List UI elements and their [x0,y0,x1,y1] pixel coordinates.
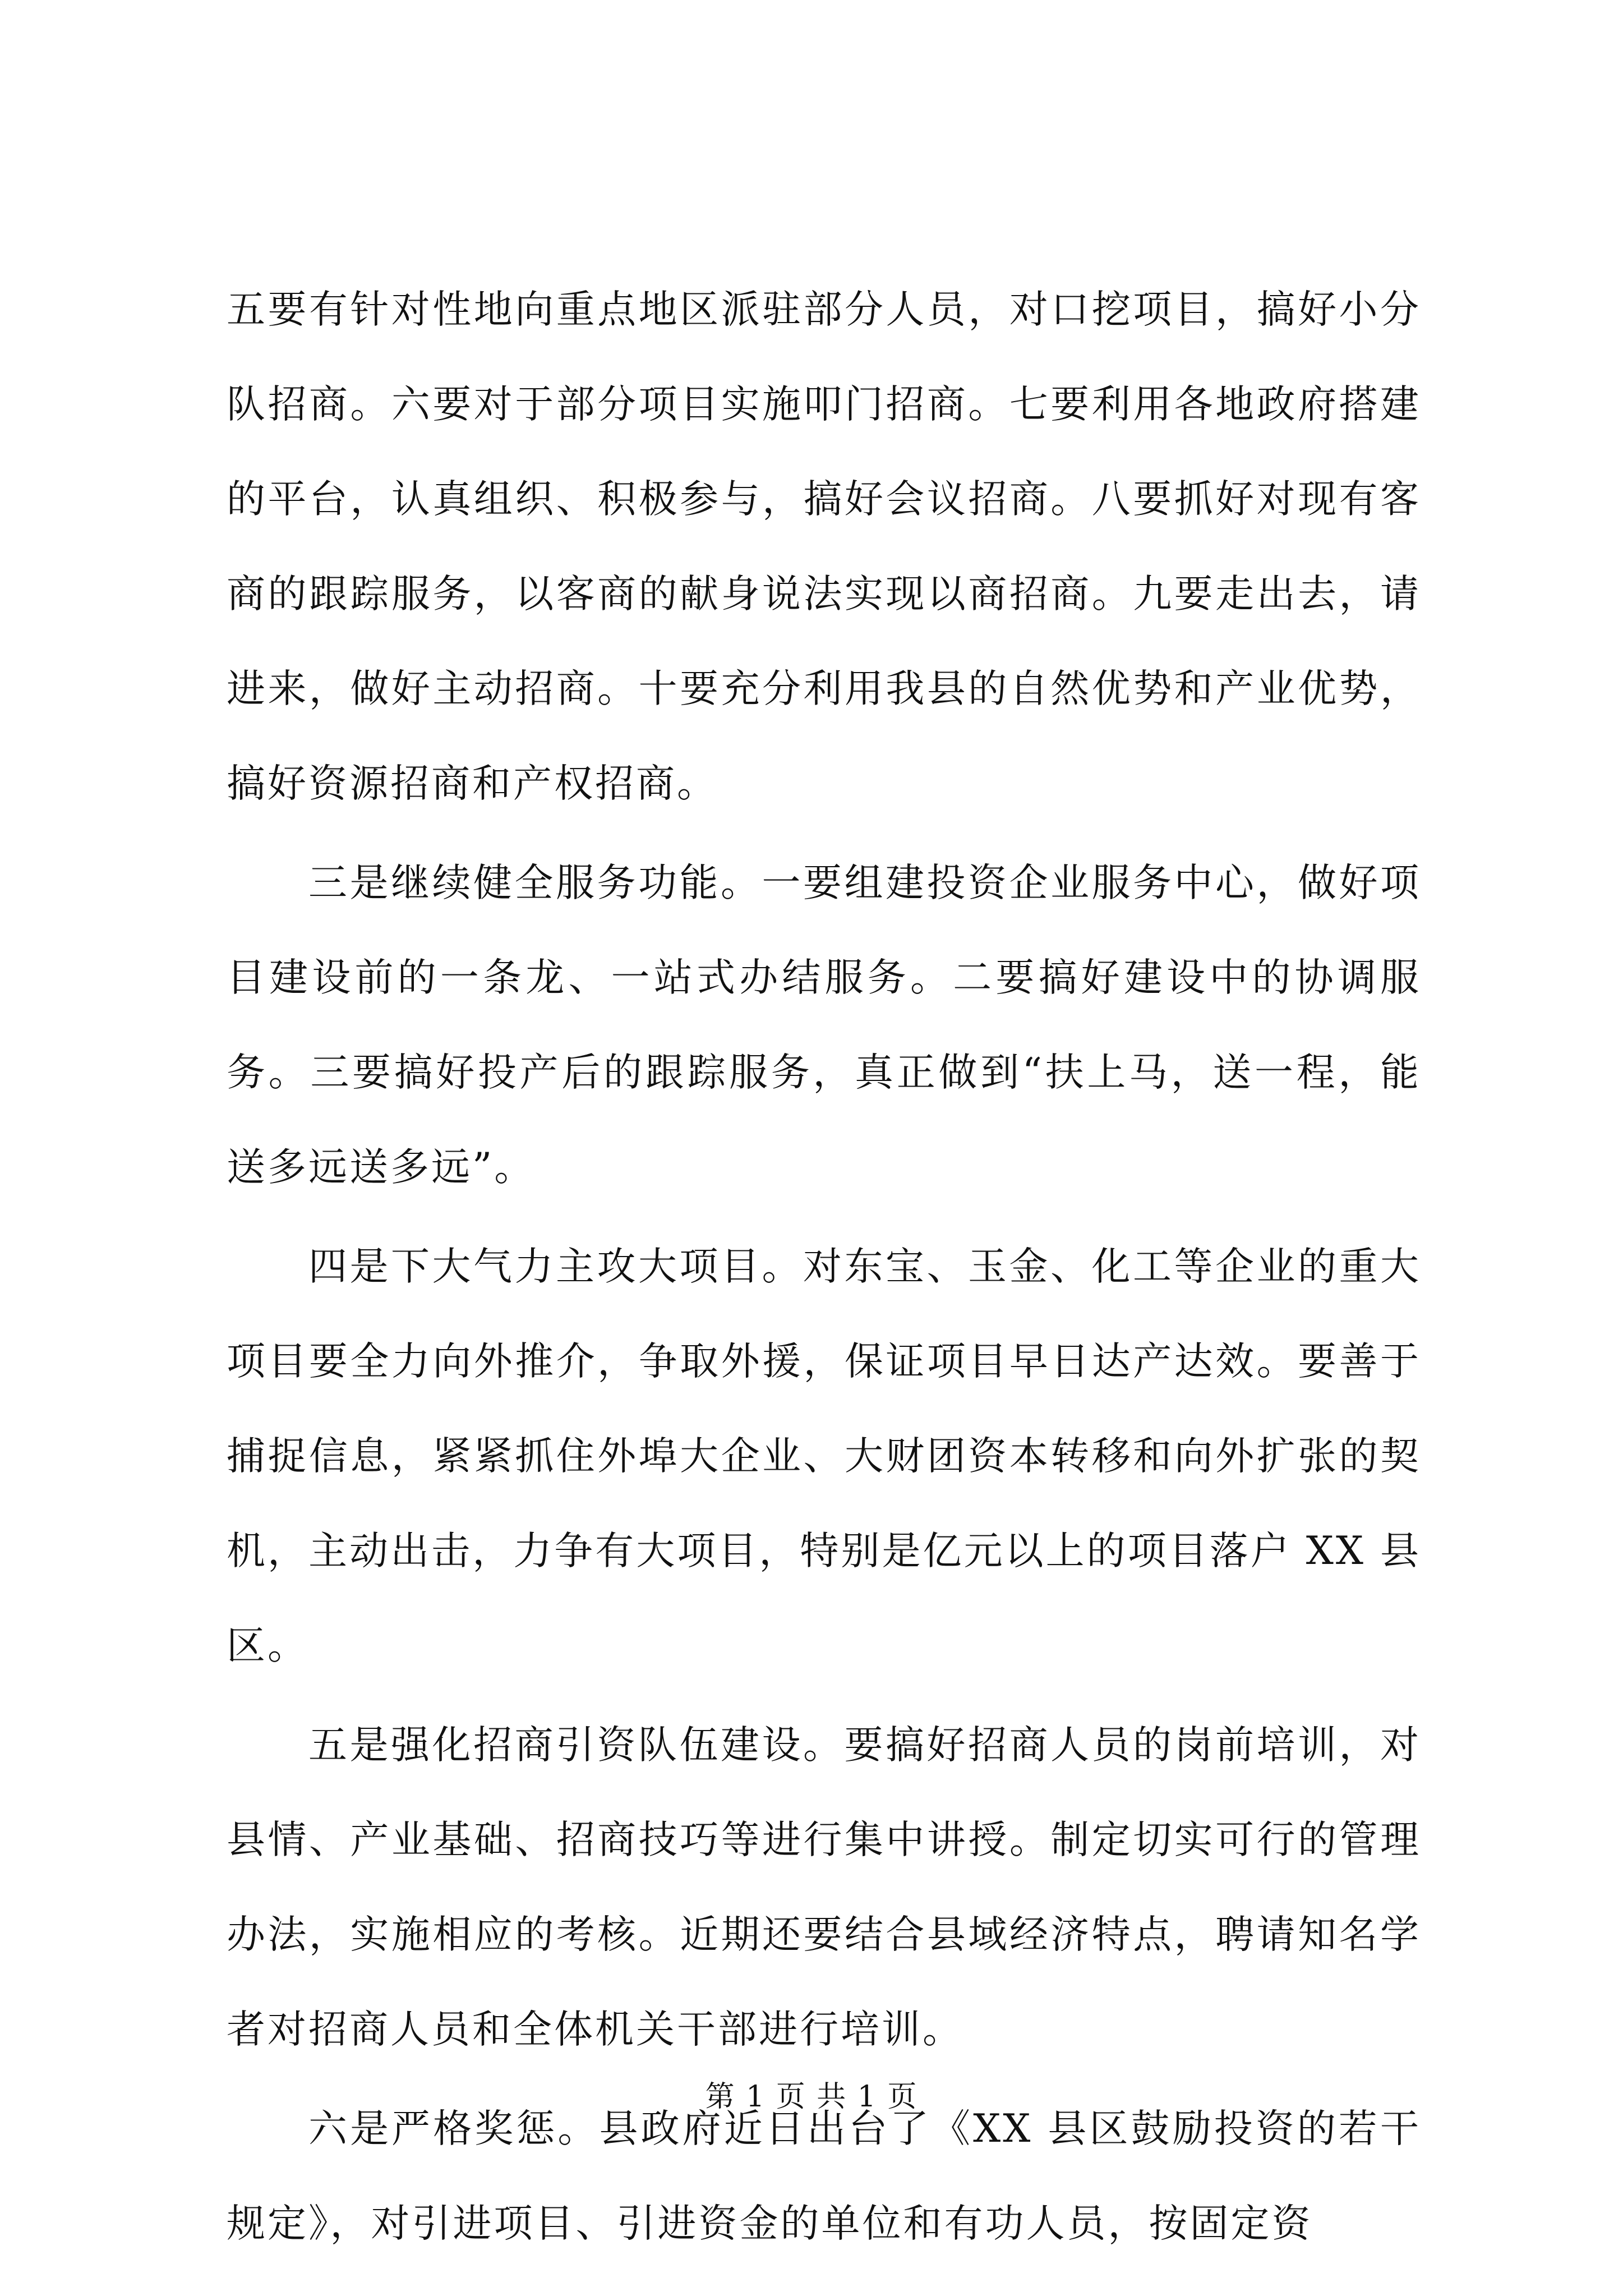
paragraph-1: 五要有针对性地向重点地区派驻部分人员，对口挖项目，搞好小分队招商。六要对于部分项目实施叩门招商。七要利用各地政府搭建的平台，认真组织、积极参与，搞好会议招商。八要抓好对现有客商的跟踪服务，以客商的献身说法实现以商招商。九要走出去，请进来，做好主动招商。十要充分利用我县的自然优势和产业优势，搞好资源招商和产权招商。 [227,287,1421,806]
paragraph-2: 三是继续健全服务功能。一要组建投资企业服务中心，做好项目建设前的一条龙、一站式办结服务。二要搞好建设中的协调服务。三要搞好投产后的跟踪服务，真正做到“扶上马，送一程，能送多远送多远”。 [227,861,1421,1190]
paragraph-4: 五是强化招商引资队伍建设。要搞好招商人员的岗前培训，对县情、产业基础、招商技巧等进行集中讲授。制定切实可行的管理办法，实施相应的考核。近期还要结合县域经济特点，聘请知名学者对招商人员和全体机关干部进行培训。 [227,1723,1421,2052]
page-number-footer: 第 1 页 共 1 页 [705,2080,918,2114]
paragraph-5: 六是严格奖惩。县政府近日出台了《XX 县区鼓励投资的若干规定》，对引进项目、引进资金的单位和有功人员，按固定资 [227,2106,1421,2246]
document-body [227,263,1421,2276]
paragraph-3: 四是下大气力主攻大项目。对东宝、玉金、化工等企业的重大项目要全力向外推介，争取外援，保证项目早日达产达效。要善于捕捉信息，紧紧抓住外埠大企业、大财团资本转移和向外扩张的契机，主动出击，力争有大项目，特别是亿元以上的项目落户 XX 县区。 [227,1244,1421,1668]
